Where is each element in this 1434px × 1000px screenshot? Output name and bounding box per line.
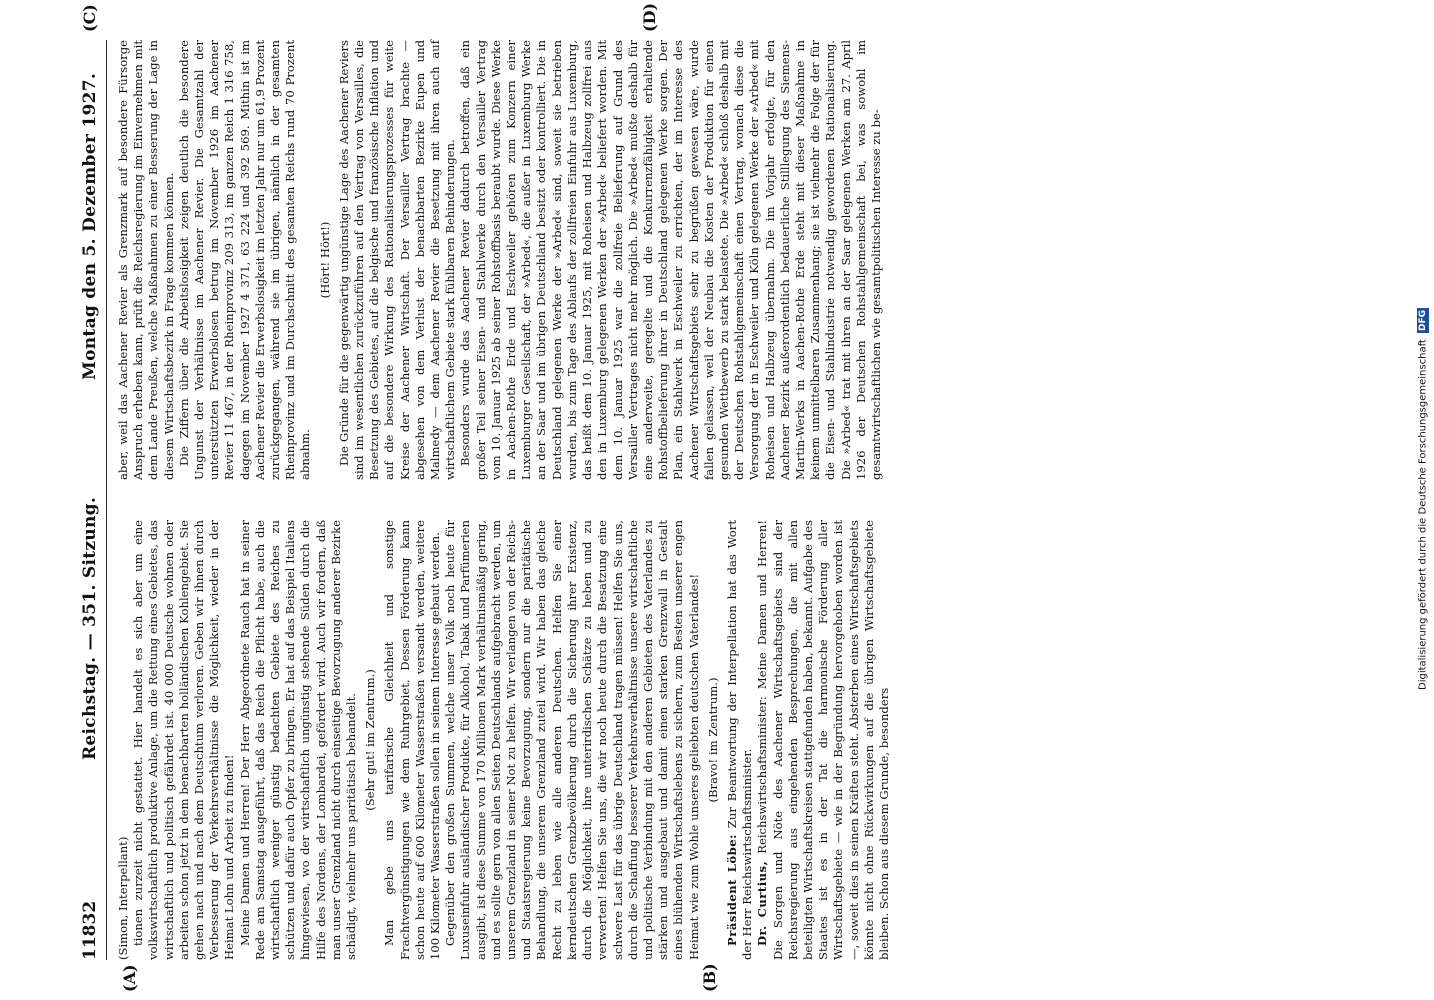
left-column bbox=[116, 520, 891, 960]
interjection: (Bravo! im Zentrum.) bbox=[705, 677, 720, 803]
paragraph: Besonders wurde das Aachener Revier dadurch betroffen, daß ein großer Teil seiner Eisen- und Stahlwerke durch den Versailler Vertrag vom 10. Januar 1925 ab seiner Rohstoffbasis beraubt wurde. Diese Werke in Aachen-Rothe Erde und Eschweiler gehören zum Konzern einer Luxemburger Gesellschaft, der »Arbed«, die außer in Luxemburg Werke an der Saar und im übrigen Deutschland besitzt oder kontrolliert. Die in Deutschland gelegenen Werke der »Arbed« sind, soweit sie betrieben wurden, bis zum Tage des Ablaufs der zollfreien Einfuhr aus Luxemburg, das heißt dem 10. Januar 1925, mit Roheisen und Halbzeug zollfrei aus den in Luxemburg gelegenen Werken der »Arbed« beliefert worden. Mit dem 10. Januar 1925 war die zollfreie Belieferung auf Grund des Versailler Vertrages nicht mehr möglich. Die »Arbed« mußte deshalb für eine anderweite, geregelte und die Konkurrenzfähigkeit erhaltende Rohstoffbelieferung ihrer in Deutschland gelegenen Werke sorgen. Der Plan, ein Stahlwerk in Eschweiler zu errichten, der im Interesse des Aachener Wirtschaftsgebiets sehr zu begrüßen gewesen wäre, wurde fallen gelassen, weil der Neubau die Kosten der Produktion für einen gesunden Wettbewerb zu stark belastete. Die »Arbed« schloß deshalb mit der Deutschen Rohstahlgemeinschaft einen Vertrag, wonach diese die Versorgung der in Eschweiler und Köln gelegenen Werke der »Arbed« mit Roheisen und Halbzeug übernahm. Die im Vorjahr erfolgte, für den Aachener Bezirk außerordentlich bedauerliche Stilllegung des Siemens-Martin-Werks in Aachen-Rothe Erde steht mit dieser Maßnahme in keinem unmittelbaren Zusammenhang; sie ist vielmehr die Folge der für die Eisen- und Stahlindustrie notwendig gewordenen Rationalisierung. Die »Arbed« trat mit ihren an der Saar gelegenen Werken am 27. April 1926 der Deutschen Rohstahlgemeinschaft bei, was sowohl im gesamtwirtschaftlichen wie gesamtpolitischen Interesse zu be- bbox=[458, 40, 883, 480]
margin-marker-d: (D) bbox=[640, 2, 659, 32]
curtius-paragraph bbox=[755, 520, 892, 960]
paragraph: tionen zurzeit nicht gestattet. Hier handelt es sich aber um eine volkswirtschaftlich produktive Anlage, um die Rettung eines Gebietes, das wirtschaftlich und politisch gefährdet ist. 40 000 Deutsche wohnen oder arbeiten schon jetzt in dem benachbarten holländischen Kohlengebiet. Sie gehen nach und nach dem Deutschtum verloren. Geben wir ihnen durch Verbesserung der Verkehrsverhältnisse die Möglichkeit, wieder in der Heimat Lohn und Arbeit zu finden! bbox=[131, 520, 237, 960]
president-text: Zur Beantwortung der Interpellation hat das Wort der Herr Reichswirtschaftsminister. bbox=[724, 520, 755, 960]
president-paragraph bbox=[725, 520, 755, 960]
header-date: Montag den 5. Dezember 1927. bbox=[80, 72, 100, 380]
header-rule bbox=[106, 40, 107, 960]
paragraph: Meine Damen und Herren! Der Herr Abgeordnete Rauch hat in seiner Rede am Samstag ausgeführt, daß das Reich die Pflicht habe, auch die wirtschaftlich weniger günstig bedachten Gebiete des Reiches zu schützen und dafür auch Opfer zu bringen. Er hat auf das Beispiel Italiens hingewiesen, wo der wirtschaftlich ungünstig stehende Süden durch die Hilfe des Nordens, der Lombardei, gefördert wird. Auch wir fordern, daß man unser Grenzland nicht durch einseitige Bevorzugung anderer Bezirke schädigt, vielmehr uns paritätisch behandelt. bbox=[237, 520, 359, 960]
president-name: Präsident Löbe: bbox=[724, 834, 739, 946]
dfg-logo: DFG bbox=[1418, 310, 1428, 332]
interjection: (Hört! Hört!) bbox=[317, 221, 332, 299]
paragraph: Die Gründe für die gegenwärtig ungünstige Lage des Aachener Reviers sind im wesentlichen zurückzuführen auf den Vertrag von Versailles, die Besetzung des Gebietes, auf die belgische und französische Inflation und auf die besondere Wirkung des Rationalisierungsprozesses für weite Kreise der Aachener Wirtschaft. Der Versailler Vertrag brachte — abgesehen von dem Verlust der benachbarten Bezirke Eupen und Malmedy — dem Aachener Revier die Besetzung mit ihren auch auf wirtschaftlichem Gebiete stark fühlbaren Behinderungen. bbox=[336, 40, 458, 480]
paragraph: Man gebe uns tarifarische Gleichheit und sonstige Frachtvergünstigungen wie dem Ruhrgebiet. Dessen Förderung kann schon heute auf 600 Kilometer Wasserstraßen versandt werden, weitere 100 Kilometer Wasserstraßen sollen in seinem Interesse gebaut werden. bbox=[382, 520, 443, 960]
paragraph: Die Ziffern über die Arbeitslosigkeit zeigen deutlich die besondere Ungunst der Verhältnisse im Aachener Revier. Die Gesamtzahl der unterstützten Erwerbslosen betrug im November 1926 im Aachener Revier 11 467, in der Rheinprovinz 209 313, im ganzen Reich 1 316 758, dagegen im November 1927 4 371, 63 224 und 392 569. Mithin ist im Aachener Revier die Erwerbslosigkeit im letzten Jahr nur um 61,9 Prozent zurückgegangen, während sie im übrigen, nämlich in der gesamten Rheinprovinz und im Durchschnitt des gesamten Reichs rund 70 Prozent abnahm. bbox=[176, 40, 313, 480]
stamp-text: Digitalisierung gefördert durch die Deutsche Forschungsgemeinschaft bbox=[1417, 339, 1429, 690]
interjection: (Sehr gut! im Zentrum.) bbox=[363, 669, 378, 811]
right-column bbox=[116, 40, 1316, 480]
margin-marker-c: (C) bbox=[80, 4, 99, 32]
paragraph: Gegenüber den großen Summen, welche unser Volk noch heute für Luxuseinfuhr ausländischer Produkte, für Alkohol, Tabak und Parfümerien ausgibt, ist diese Summe von 170 Millionen Mark verhältnismäßig gering, und es sollte gern von allen Seiten Deutschlands aufgebracht werden, um unserem Grenzland in seiner Not zu helfen. Wir verlangen von der Reichs- und Staatsregierung keine Bevorzugung, sondern nur die paritätische Behandlung, die unserem Grenzland zuteil wird. Wir haben das gleiche Recht zu leben wie alle anderen Deutschen. Helfen Sie einer kerndeutschen Grenzbevölkerung durch die Sicherung ihrer Existenz, durch die Möglichkeit, ihre unterirdischen Schätze zu heben und zu verwerten! Helfen Sie uns, die wir noch heute durch die Besatzung eine schwere Last für das übrige Deutschland tragen müssen! Helfen Sie uns, durch die Schaffung besserer Verkehrsverhältnisse unsere wirtschaftliche und politische Verbindung mit den anderen Gebieten des Vaterlandes zu stärken und ausgebaut und damit einen starken Grenzwall in Gestalt eines blühenden Wirtschaftslebens zu sichern, zum Besten unserer engen Heimat wie zum Wohle unseres geliebten deutschen Vaterlandes! bbox=[443, 520, 701, 960]
paragraph: aber, weil das Aachener Revier als Grenzmark auf besondere Fürsorge Anspruch erheben kann, prüft die Reichsregierung im Einvernehmen mit dem Lande Preußen, welche Maßnahmen zu einer Besserung der Lage in diesem Wirtschaftsbezirk in Frage kommen können. bbox=[116, 40, 176, 480]
curtius-text: Reichswirtschaftsminister: Meine Damen und Herren! Die Sorgen und Nöte des Aachener Wirtschaftsgebiets sind der Reichsregierung aus eingehenden Besprechungen, die mit allen beteiligten Wirtschaftskreisen stattgefunden haben, bekannt. Aufgabe des Staates ist es in der Tat die harmonische Förderung aller Wirtschaftsgebiete — wie in der Begründung hervorgehoben worden ist —, soweit dies in seinen Kräften steht. Absterben eines Wirtschaftsgebiets könnte nicht ohne Rückwirkungen auf die übrigen Wirtschaftsgebiete bleiben. Schon aus diesem Grunde, besonders bbox=[755, 520, 891, 960]
speaker-tag: (Simon, Interpellant) bbox=[116, 836, 130, 960]
page-number: 11832 bbox=[80, 900, 100, 960]
header-session: Reichstag. — 351. Sitzung. bbox=[80, 496, 100, 760]
margin-marker-a: (A) bbox=[120, 964, 139, 992]
curtius-name: Dr. Curtius, bbox=[755, 860, 770, 946]
dfg-stamp bbox=[1414, 4, 1432, 994]
margin-marker-b: (B) bbox=[700, 963, 719, 992]
